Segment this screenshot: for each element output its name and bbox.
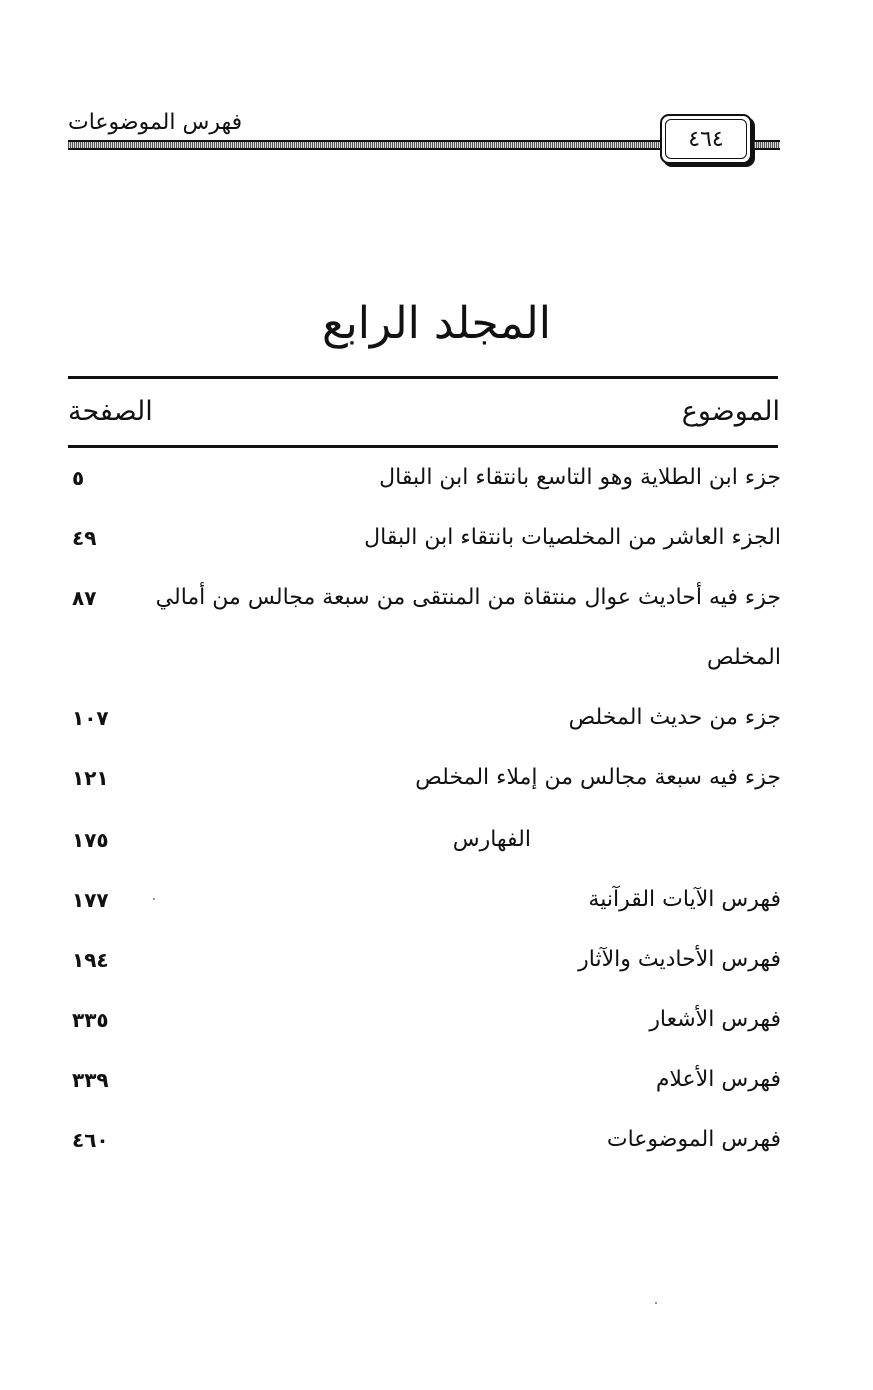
toc-entry-topic: فهرس الأحاديث والآثار — [578, 947, 781, 972]
toc-entry-page: ٤٩ — [72, 526, 97, 550]
toc-entry — [0, 698, 873, 742]
toc-entry-page: ٣٣٩ — [72, 1068, 109, 1092]
scan-speck — [153, 898, 155, 900]
toc-entry — [0, 940, 873, 984]
toc-entry-topic: فهرس الموضوعات — [606, 1127, 781, 1152]
toc-entry — [0, 1060, 873, 1104]
volume-title: المجلد الرابع — [322, 298, 551, 349]
toc-entry-page: ١٢١ — [72, 766, 109, 790]
toc-entry-page: ١٠٧ — [72, 706, 109, 730]
toc-entry-topic: المخلص — [707, 645, 781, 670]
toc-entry-topic: جزء من حديث المخلص — [568, 705, 781, 730]
toc-entry-page: ٨٧ — [72, 586, 97, 610]
toc-entry-topic: جزء فيه سبعة مجالس من إملاء المخلص — [415, 765, 781, 790]
toc-entry-topic: فهرس الأعلام — [655, 1067, 781, 1092]
toc-entry — [0, 458, 873, 502]
toc-entry-page: ١٩٤ — [72, 948, 109, 972]
page-number-label: ٤٦٤ — [688, 126, 724, 152]
toc-entry-topic: جزء ابن الطلاية وهو التاسع بانتقاء ابن البقال — [379, 465, 781, 490]
toc-entry — [0, 1120, 873, 1164]
running-header-title: فهرس الموضوعات — [68, 110, 243, 135]
page-column-header: الصفحة — [68, 396, 153, 427]
toc-entry — [0, 758, 873, 802]
toc-entry-page: ٣٣٥ — [72, 1008, 109, 1032]
toc-entry-topic: فهرس الأشعار — [649, 1007, 781, 1032]
toc-entry-page: ١٧٥ — [72, 828, 109, 852]
toc-entry-page: ١٧٧ — [72, 888, 109, 912]
topic-column-header: الموضوع — [681, 396, 780, 427]
toc-entry — [0, 578, 873, 622]
toc-entry-topic: الفهارس — [452, 827, 531, 852]
toc-entry-topic: الجزء العاشر من المخلصيات بانتقاء ابن البقال — [364, 525, 781, 550]
scan-speck — [655, 1302, 657, 1304]
toc-section-heading — [0, 820, 873, 864]
toc-entry — [0, 880, 873, 924]
toc-entry — [0, 1000, 873, 1044]
toc-entry-topic: جزء فيه أحاديث عوال منتقاة من المنتقى من سبعة مجالس من أمالي — [155, 585, 781, 610]
toc-entry-topic: فهرس الآيات القرآنية — [588, 887, 781, 912]
toc-entry-page: ٤٦٠ — [72, 1128, 109, 1152]
toc-entry-continuation — [0, 638, 873, 682]
toc-entry-page: ٥ — [72, 466, 85, 490]
toc-entry — [0, 518, 873, 562]
